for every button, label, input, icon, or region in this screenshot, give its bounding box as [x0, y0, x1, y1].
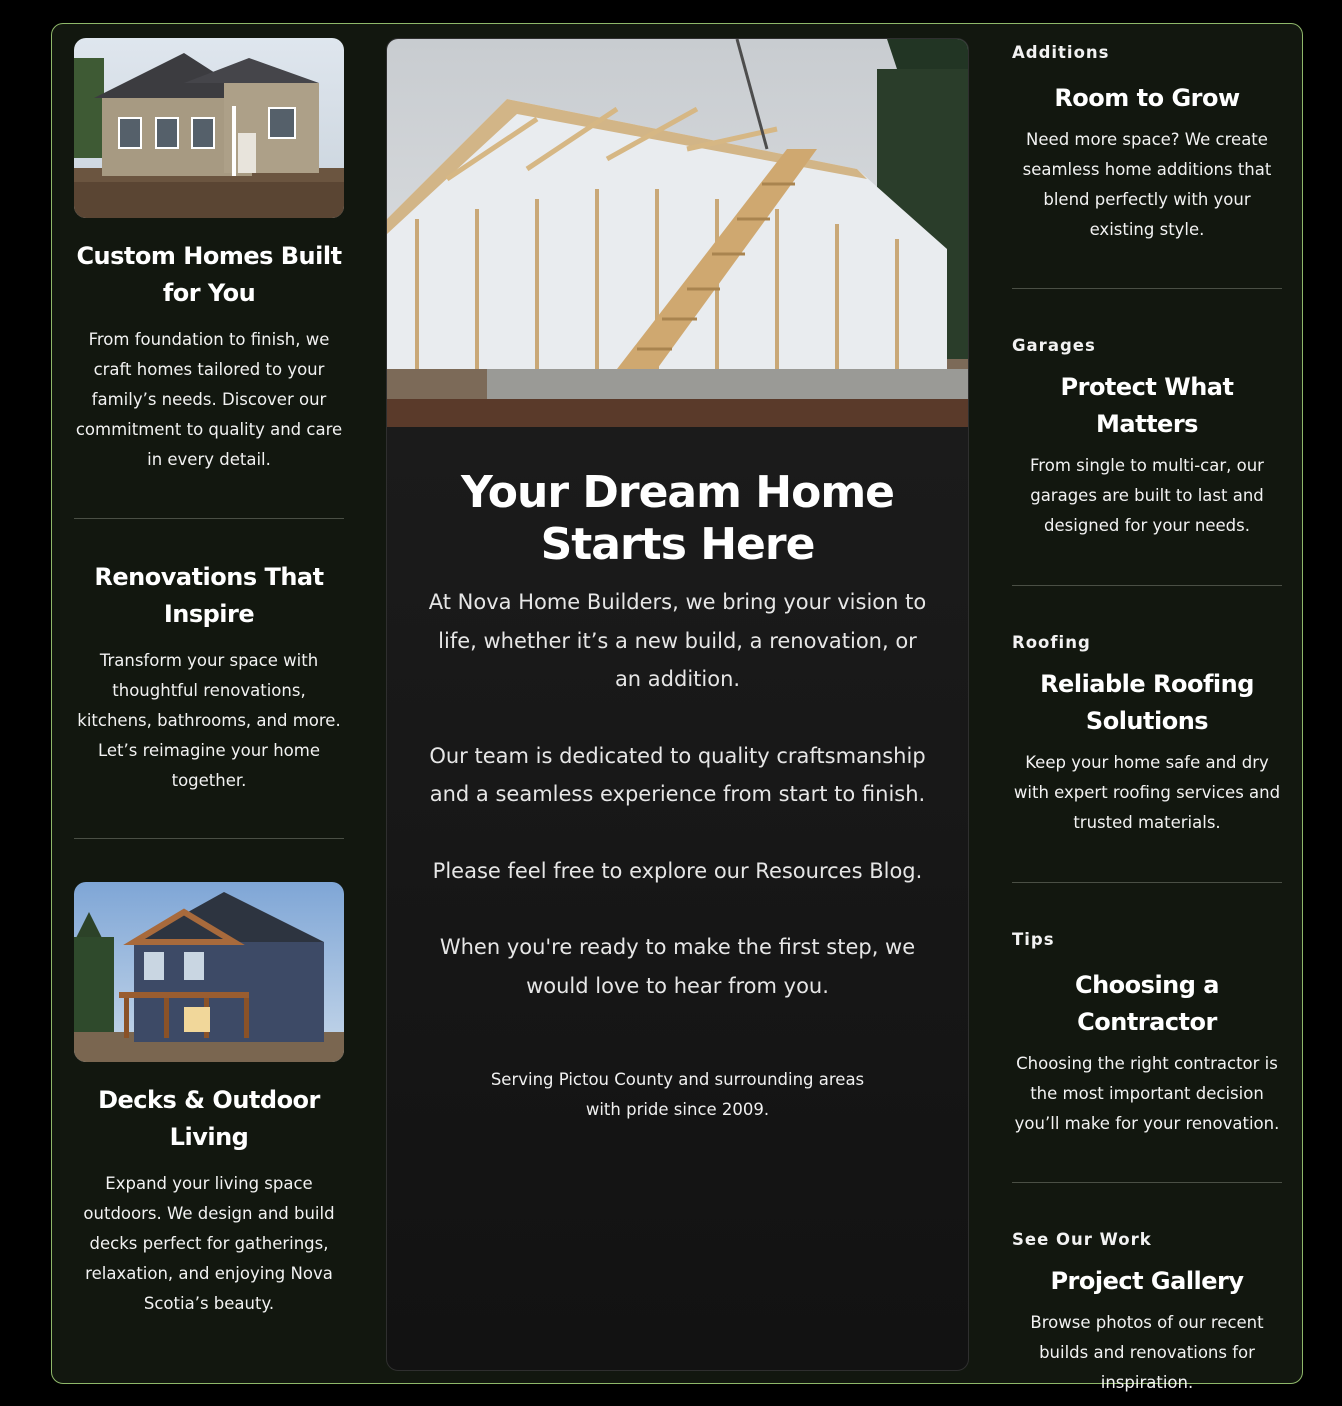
divider — [1012, 288, 1282, 289]
additions-title[interactable]: Room to Grow — [1054, 84, 1240, 112]
right-column — [1012, 38, 1282, 1398]
roofing-kicker: Roofing — [1012, 633, 1091, 652]
garages-title[interactable]: Protect What Matters — [1060, 373, 1234, 438]
blog-paragraph[interactable]: Please feel free to explore our Resources Blog. — [432, 858, 923, 883]
deck-photo[interactable] — [74, 882, 344, 1062]
gallery-kicker: See Our Work — [1012, 1230, 1152, 1249]
divider — [1012, 585, 1282, 586]
garages-kicker: Garages — [1012, 336, 1096, 355]
roofing-card — [1012, 628, 1282, 838]
roofing-text: Keep your home safe and dry with expert roofing services and trusted materials. — [1013, 753, 1281, 832]
decks-card — [74, 1082, 344, 1319]
team-paragraph: Our team is dedicated to quality craftsmanship and a seamless experience from start to finish. — [429, 743, 926, 806]
additions-card — [1012, 38, 1282, 245]
additions-text: Need more space? We create seamless home additions that blend perfectly with your existing style. — [1022, 130, 1272, 239]
intro-panel — [386, 38, 969, 1371]
left-column — [74, 38, 344, 1319]
custom-homes-card — [74, 238, 344, 475]
custom-homes-text: From foundation to finish, we craft homes tailored to your family’s needs. Discover our commitment to quality and care in every detail. — [75, 330, 343, 469]
gallery-title[interactable]: Project Gallery — [1050, 1267, 1244, 1295]
construction-hero-photo — [387, 39, 969, 427]
center-panel — [386, 38, 969, 1371]
tips-title[interactable]: Choosing a Contractor — [1074, 971, 1219, 1036]
renovations-title[interactable]: Renovations That Inspire — [94, 563, 324, 628]
contact-paragraph: When you're ready to make the first step, we would love to hear from you. — [439, 935, 916, 998]
custom-home-photo[interactable] — [74, 38, 344, 218]
decks-text: Expand your living space outdoors. We design and build decks perfect for gatherings, relaxation, and enjoying Nova Scotia’s beauty. — [83, 1174, 335, 1313]
main-headline: Your Dream Home Starts Here — [460, 467, 895, 570]
content-frame — [51, 23, 1303, 1392]
divider — [74, 838, 344, 839]
tips-kicker: Tips — [1012, 930, 1055, 949]
gallery-text: Browse photos of our recent builds and renovations for inspiration. — [1030, 1313, 1264, 1392]
renovations-text: Transform your space with thoughtful renovations, kitchens, bathrooms, and more. Let’s reimagine your home together. — [77, 651, 341, 790]
custom-homes-title[interactable]: Custom Homes Built for You — [76, 242, 342, 307]
decks-title[interactable]: Decks & Outdoor Living — [98, 1086, 320, 1151]
garages-text: From single to multi-car, our garages are built to last and designed for your needs. — [1030, 456, 1264, 535]
renovations-card — [74, 559, 344, 796]
gallery-card — [1012, 1225, 1282, 1398]
tips-card — [1012, 925, 1282, 1139]
divider — [1012, 882, 1282, 883]
roofing-title[interactable]: Reliable Roofing Solutions — [1040, 670, 1254, 735]
divider — [1012, 1182, 1282, 1183]
service-area-tagline: Serving Pictou County and surrounding areas with pride since 2009. — [490, 1070, 865, 1119]
divider — [74, 518, 344, 519]
additions-kicker: Additions — [1012, 43, 1110, 62]
garages-card — [1012, 331, 1282, 541]
intro-paragraph: At Nova Home Builders, we bring your vision to life, whether it’s a new build, a renovation, or an addition. — [428, 590, 927, 691]
tips-text: Choosing the right contractor is the most important decision you’ll make for your renovation. — [1014, 1054, 1280, 1133]
